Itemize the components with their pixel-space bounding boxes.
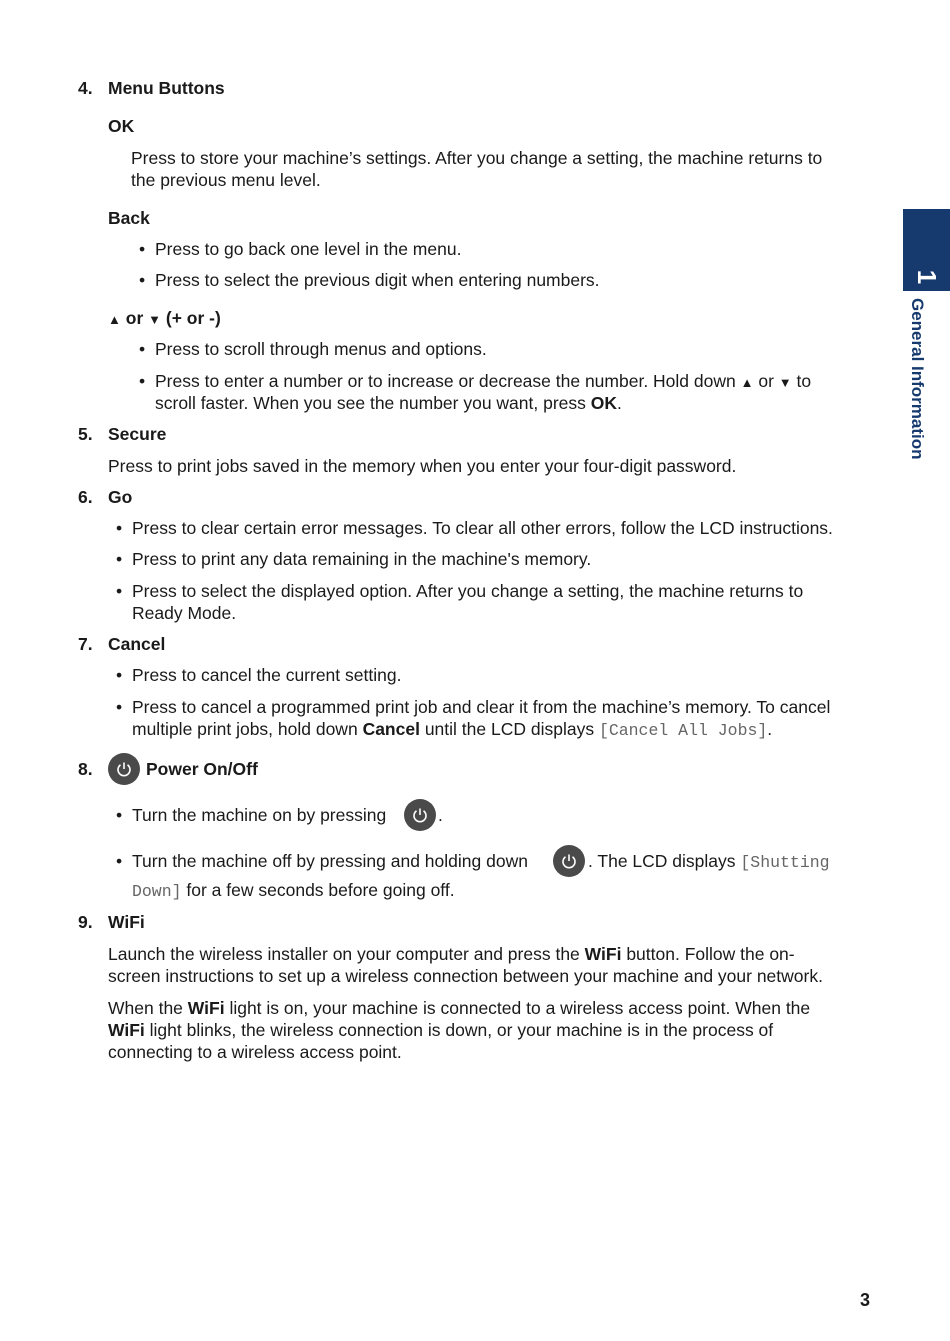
wifi-inline: WiFi bbox=[584, 944, 622, 964]
section-8-title: Power On/Off bbox=[146, 759, 258, 779]
power-bullet-2-text2: . The LCD displays bbox=[588, 851, 736, 871]
cancel-bullet-2-text2: until the LCD displays bbox=[424, 719, 595, 739]
power-icon bbox=[108, 753, 140, 785]
chapter-number: 1 bbox=[912, 269, 942, 285]
section-5-number: 5. bbox=[78, 424, 93, 444]
page-number: 3 bbox=[860, 1290, 871, 1310]
arrows-heading-plusminus: (+ or -) bbox=[165, 308, 221, 328]
arrows-bullet-2 bbox=[155, 370, 811, 394]
go-bullet-3: • Press to select the displayed option. After you change a setting, the machine returns to bbox=[132, 580, 803, 602]
power-icon bbox=[553, 845, 585, 877]
arrows-heading bbox=[108, 307, 221, 331]
back-bullet-2: • Press to select the previous digit when entering numbers. bbox=[155, 269, 600, 291]
ok-text-line1: Press to store your machine’s settings. After you change a setting, the machine returns to bbox=[131, 148, 823, 168]
wifi-para-2-line2 bbox=[108, 1019, 773, 1041]
cancel-bullet-2-text: multiple print jobs, hold down bbox=[132, 719, 358, 739]
power-bullet-2: • Turn the machine off by pressing and holding down bbox=[132, 850, 528, 872]
power-bullet-1: • Turn the machine on by pressing bbox=[132, 804, 386, 826]
section-7-title: Cancel bbox=[108, 634, 166, 654]
section-5-title: Secure bbox=[108, 424, 167, 444]
ok-inline: OK bbox=[590, 393, 618, 413]
section-5-text: Press to print jobs saved in the memory when you enter your four-digit password. bbox=[108, 456, 737, 476]
cancel-bullet-1: • Press to cancel the current setting. bbox=[132, 664, 401, 686]
back-heading: Back bbox=[108, 208, 150, 228]
wifi-p2-text2: light is on, your machine is connected to a wireless access point. When the bbox=[229, 998, 811, 1018]
chapter-label: General Information bbox=[908, 298, 927, 460]
power-bullet-1-end: . bbox=[438, 805, 443, 825]
lcd-down: Down] bbox=[132, 882, 182, 901]
arrows-bullet-1: • Press to scroll through menus and options. bbox=[155, 338, 487, 360]
down-arrow-icon: ▼ bbox=[148, 312, 161, 327]
section-9-title: WiFi bbox=[108, 912, 145, 932]
arrows-bullet-2-text: Press to enter a number or to increase or decrease the number. Hold down bbox=[155, 371, 736, 391]
go-bullet-1: • Press to clear certain error messages. To clear all other errors, follow the LCD instructions. bbox=[132, 517, 833, 539]
power-bullet-2-line2 bbox=[132, 879, 455, 903]
section-6-title: Go bbox=[108, 487, 133, 507]
section-7-number: 7. bbox=[78, 634, 93, 654]
section-8-number: 8. bbox=[78, 759, 93, 779]
arrows-bullet-2-end: . bbox=[617, 393, 622, 413]
arrows-bullet-2-or: or bbox=[758, 371, 774, 391]
wifi-para-2-line1 bbox=[108, 997, 810, 1019]
cancel-inline: Cancel bbox=[362, 719, 420, 739]
up-arrow-icon: ▲ bbox=[740, 375, 754, 390]
section-9-number: 9. bbox=[78, 912, 93, 932]
wifi-p1-text: Launch the wireless installer on your computer and press the bbox=[108, 944, 580, 964]
wifi-inline: WiFi bbox=[108, 1020, 145, 1040]
wifi-para-1-line1 bbox=[108, 943, 795, 965]
section-6-number: 6. bbox=[78, 487, 93, 507]
down-arrow-icon: ▼ bbox=[778, 375, 792, 390]
power-icon bbox=[404, 799, 436, 831]
arrows-bullet-2-line2 bbox=[155, 392, 622, 414]
arrows-bullet-2-to: to bbox=[796, 371, 812, 391]
up-arrow-icon: ▲ bbox=[108, 312, 121, 327]
wifi-para-1-line2: screen instructions to set up a wireless connection between your machine and your network. bbox=[108, 966, 823, 986]
ok-heading: OK bbox=[108, 116, 135, 136]
go-bullet-2: • Press to print any data remaining in the machine's memory. bbox=[132, 548, 591, 570]
cancel-bullet-2-end: . bbox=[767, 719, 773, 739]
cancel-bullet-2-line2 bbox=[132, 718, 772, 742]
back-bullet-1: • Press to go back one level in the menu. bbox=[155, 238, 461, 260]
arrows-heading-or: or bbox=[125, 308, 144, 328]
ok-text-line2: the previous menu level. bbox=[131, 170, 321, 190]
section-4-title: Menu Buttons bbox=[108, 78, 225, 98]
wifi-para-2-line3: connecting to a wireless access point. bbox=[108, 1042, 402, 1062]
wifi-inline: WiFi bbox=[187, 998, 225, 1018]
lcd-shutting: [Shutting bbox=[740, 853, 830, 872]
power-bullet-2-text3: for a few seconds before going off. bbox=[186, 880, 455, 900]
lcd-cancel-all-jobs: [Cancel All Jobs] bbox=[598, 721, 768, 740]
section-4-number: 4. bbox=[78, 78, 93, 98]
wifi-p2-text: When the bbox=[108, 998, 183, 1018]
wifi-p2-text3: light blinks, the wireless connection is down, or your machine is in the process of bbox=[149, 1020, 774, 1040]
go-bullet-3-line2: Ready Mode. bbox=[132, 603, 237, 623]
arrows-bullet-2-text2: scroll faster. When you see the number you want, press bbox=[155, 393, 586, 413]
cancel-bullet-2: • Press to cancel a programmed print job and clear it from the machine’s memory. To cancel bbox=[132, 696, 830, 718]
power-bullet-2-cont bbox=[588, 850, 830, 874]
wifi-p1-text2: button. Follow the on- bbox=[626, 944, 795, 964]
